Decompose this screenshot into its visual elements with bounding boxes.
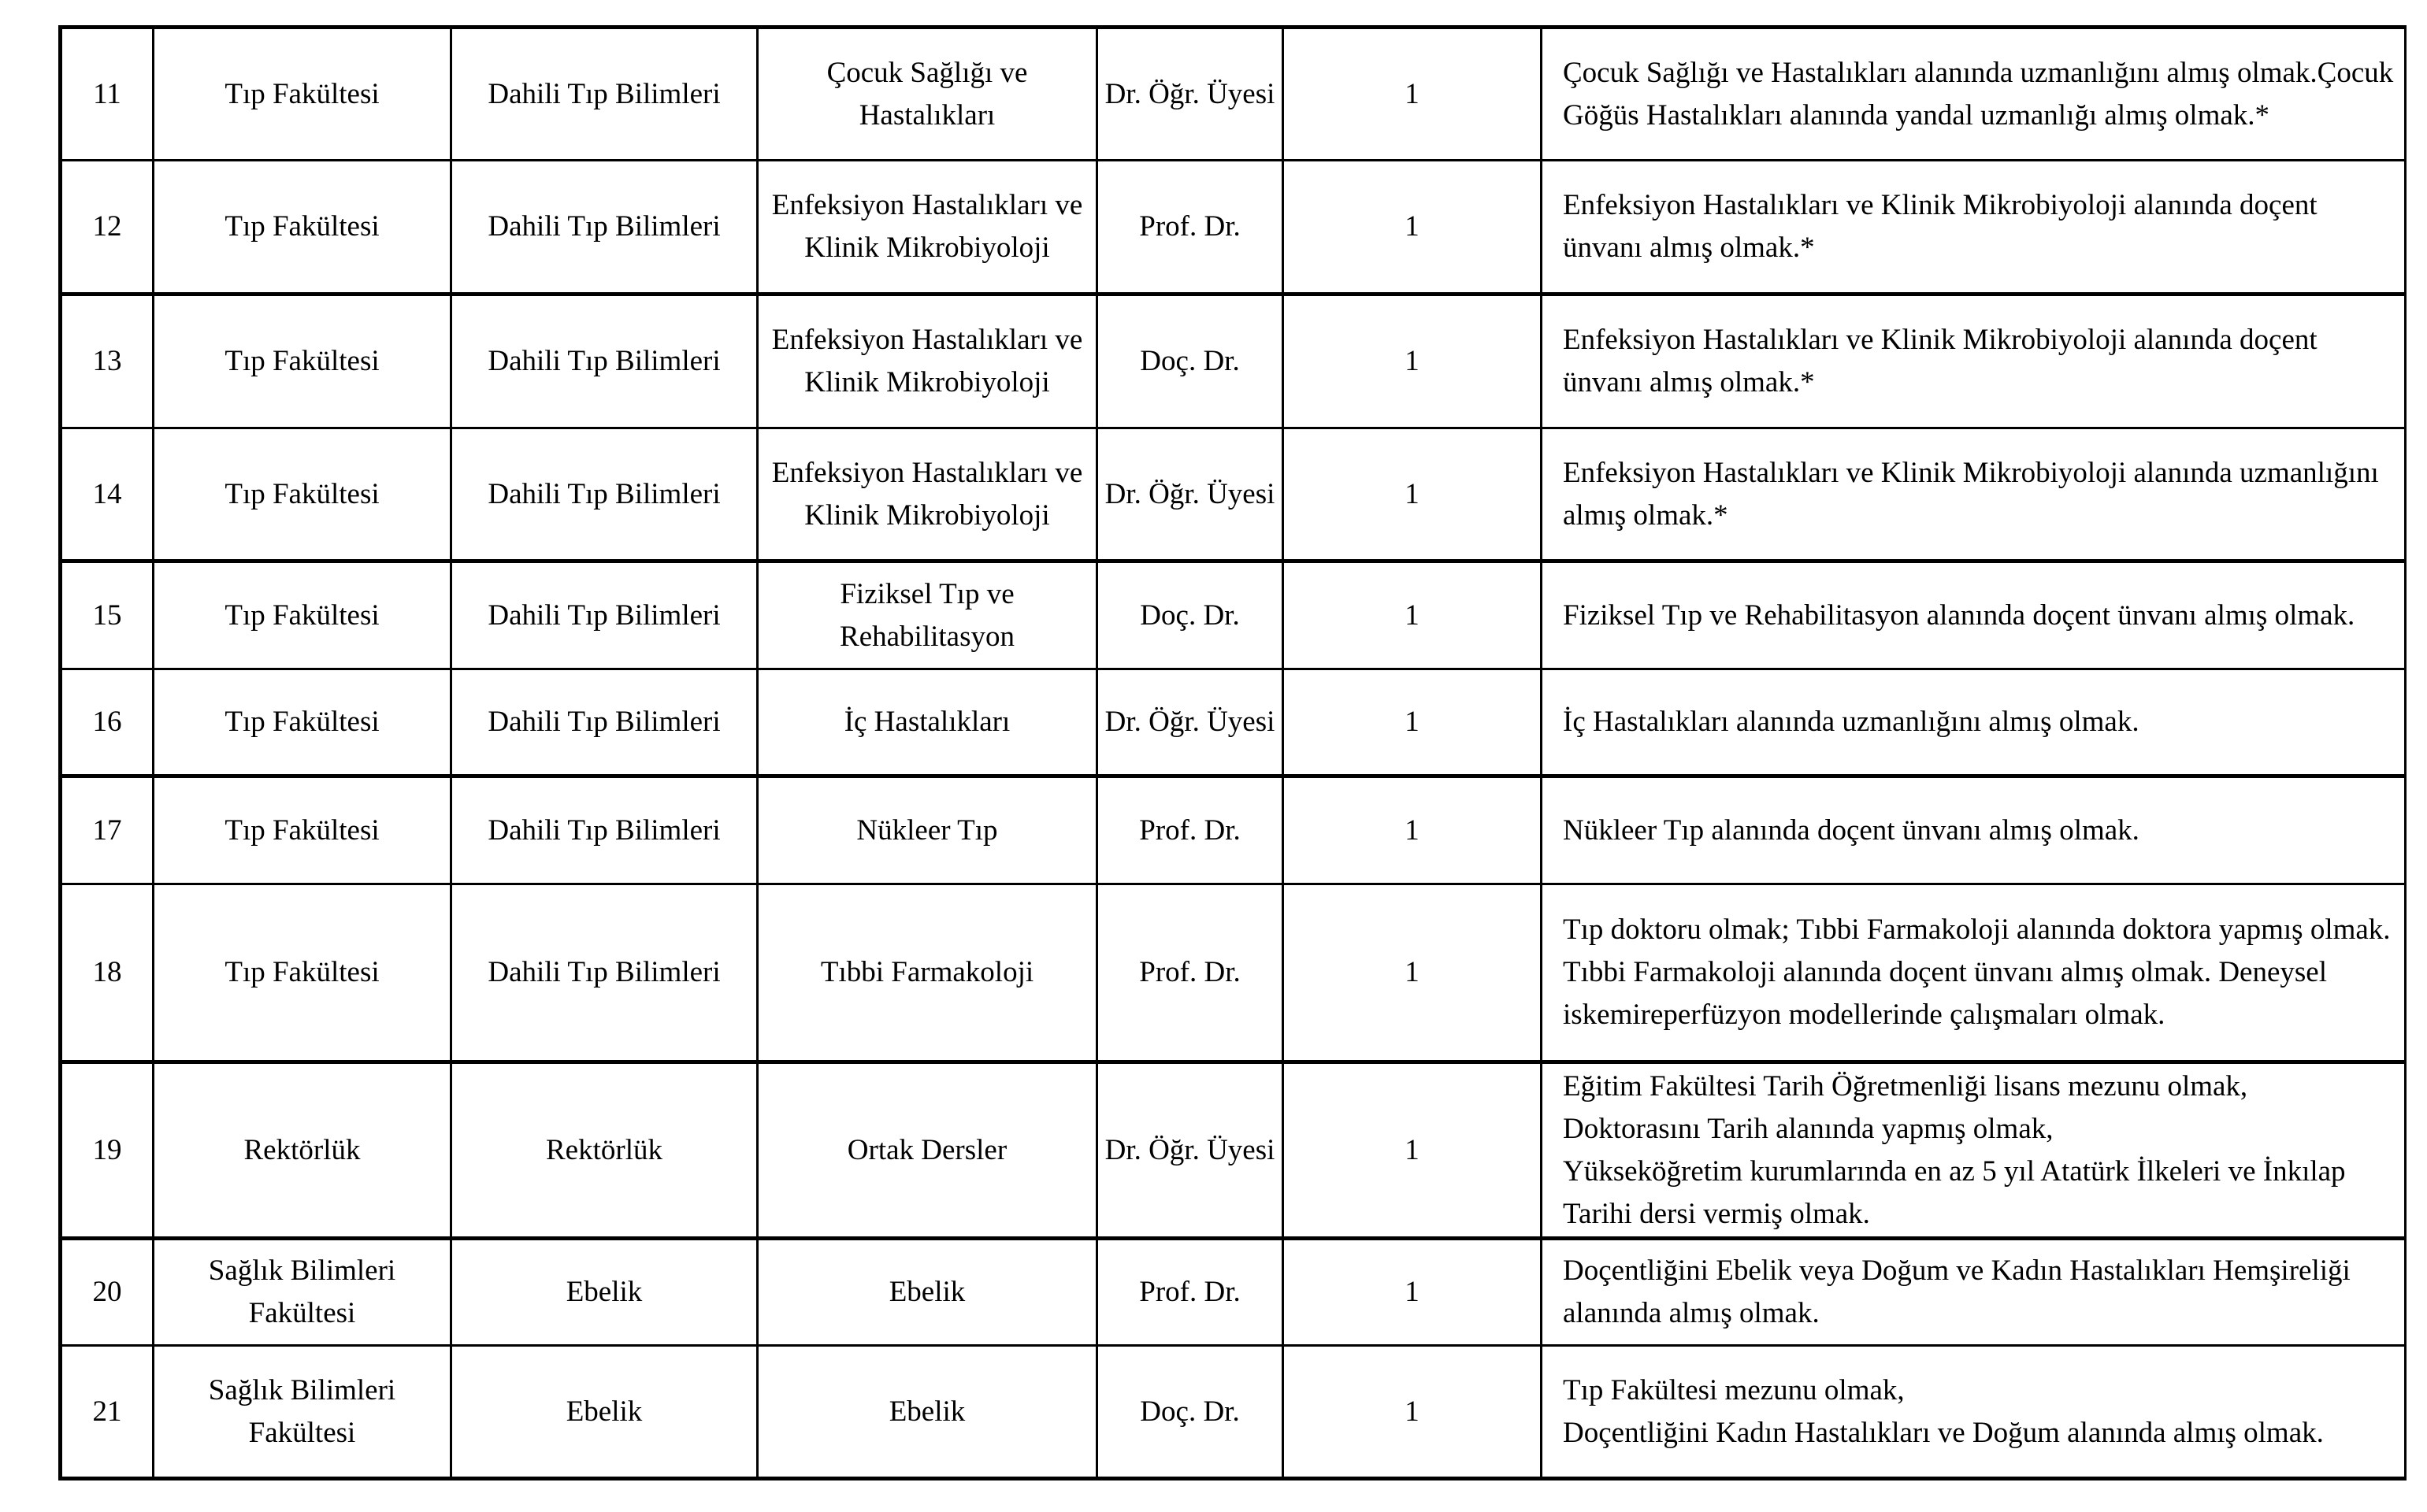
row-number-text: 17 <box>92 813 122 847</box>
position-count-cell <box>1283 1239 1542 1346</box>
position-count-text: 1 <box>1405 210 1419 243</box>
table-body <box>61 28 2406 1479</box>
division-cell <box>758 428 1097 561</box>
position-count-cell <box>1283 295 1542 428</box>
division-cell <box>758 28 1097 161</box>
row-number-cell <box>61 1346 154 1479</box>
faculty-text: Tıp Fakültesi <box>225 477 380 510</box>
requirement-line: Enfeksiyon Hastalıkları ve Klinik Mikrobiyoloji alanında doçent ünvanı almış olmak.* <box>1563 324 2318 398</box>
division-text: Ebelik <box>889 1395 966 1428</box>
faculty-text: Tıp Fakültesi <box>225 706 380 738</box>
academic-title-text: Prof. Dr. <box>1139 956 1241 988</box>
row-number-text: 18 <box>92 956 122 988</box>
department-cell <box>451 1239 758 1346</box>
requirements-cell <box>1542 161 2406 295</box>
academic-title-text: Dr. Öğr. Üyesi <box>1104 77 1275 110</box>
position-count-cell <box>1283 161 1542 295</box>
department-text: Ebelik <box>566 1276 643 1308</box>
faculty-text: Rektörlük <box>243 1133 361 1166</box>
row-number-cell <box>61 669 154 776</box>
department-cell <box>451 884 758 1062</box>
staff-position-table <box>58 25 2407 1480</box>
requirement-line: Enfeksiyon Hastalıkları ve Klinik Mikrobiyoloji alanında doçent ünvanı almış olmak.* <box>1563 189 2318 264</box>
requirement-line: Çocuk Sağlığı ve Hastalıkları alanında uzmanlığını almış olmak.Çocuk Göğüs Hastalıkları alanında yandal uzmanlığı almış olmak.* <box>1563 56 2394 132</box>
faculty-text: Sağlık Bilimleri Fakültesi <box>208 1373 396 1449</box>
position-count-text: 1 <box>1405 1276 1419 1308</box>
faculty-cell <box>154 428 451 561</box>
table-row <box>61 1346 2406 1479</box>
academic-title-cell <box>1097 28 1283 161</box>
division-cell <box>758 1346 1097 1479</box>
table-row <box>61 669 2406 776</box>
faculty-cell <box>154 776 451 884</box>
faculty-cell <box>154 561 451 669</box>
position-count-text: 1 <box>1405 1133 1419 1166</box>
academic-title-cell <box>1097 295 1283 428</box>
row-number-cell <box>61 428 154 561</box>
requirement-line: Doktorasını Tarih alanında yapmış olmak, <box>1563 1112 2054 1145</box>
requirement-line: Eğitim Fakültesi Tarih Öğretmenliği lisans mezunu olmak, <box>1563 1069 2248 1102</box>
requirement-line: Fiziksel Tıp ve Rehabilitasyon alanında doçent ünvanı almış olmak. <box>1563 598 2355 632</box>
position-count-text: 1 <box>1405 1395 1419 1428</box>
academic-title-text: Dr. Öğr. Üyesi <box>1104 1133 1275 1166</box>
department-cell <box>451 669 758 776</box>
position-count-cell <box>1283 28 1542 161</box>
row-number-cell <box>61 884 154 1062</box>
faculty-text: Tıp Fakültesi <box>225 345 380 377</box>
faculty-text: Sağlık Bilimleri Fakültesi <box>208 1254 396 1329</box>
department-cell <box>451 1346 758 1479</box>
table-row <box>61 428 2406 561</box>
academic-title-text: Doç. Dr. <box>1140 598 1240 632</box>
department-text: Dahili Tıp Bilimleri <box>488 77 721 110</box>
department-text: Rektörlük <box>546 1133 662 1166</box>
academic-title-text: Doç. Dr. <box>1140 1395 1240 1428</box>
requirements-cell <box>1542 428 2406 561</box>
department-text: Ebelik <box>566 1395 643 1428</box>
position-count-cell <box>1283 1346 1542 1479</box>
position-count-cell <box>1283 669 1542 776</box>
requirements-cell <box>1542 669 2406 776</box>
requirements-cell <box>1542 561 2406 669</box>
requirement-line: Enfeksiyon Hastalıkları ve Klinik Mikrobiyoloji alanında uzmanlığını almış olmak.* <box>1563 456 2379 532</box>
row-number-cell <box>61 295 154 428</box>
academic-title-cell <box>1097 1062 1283 1239</box>
requirement-line: Nükleer Tıp alanında doçent ünvanı almış olmak. <box>1563 813 2139 847</box>
row-number-text: 16 <box>92 706 122 738</box>
requirements-cell <box>1542 28 2406 161</box>
division-text: Enfeksiyon Hastalıkları ve Klinik Mikrobiyoloji <box>771 456 1083 532</box>
position-count-cell <box>1283 561 1542 669</box>
division-text: Ebelik <box>889 1276 966 1308</box>
row-number-text: 21 <box>92 1395 122 1428</box>
position-count-cell <box>1283 776 1542 884</box>
faculty-cell <box>154 669 451 776</box>
table-row <box>61 884 2406 1062</box>
row-number-text: 15 <box>92 598 122 632</box>
table-row <box>61 295 2406 428</box>
row-number-cell <box>61 28 154 161</box>
position-count-text: 1 <box>1405 77 1419 110</box>
row-number-cell <box>61 1239 154 1346</box>
position-count-text: 1 <box>1405 345 1419 377</box>
table-row <box>61 1239 2406 1346</box>
department-text: Dahili Tıp Bilimleri <box>488 706 721 738</box>
faculty-text: Tıp Fakültesi <box>225 956 380 988</box>
department-cell <box>451 776 758 884</box>
table-row <box>61 561 2406 669</box>
division-cell <box>758 884 1097 1062</box>
division-cell <box>758 561 1097 669</box>
requirement-line: Doçentliğini Ebelik veya Doğum ve Kadın Hastalıkları Hemşireliği alanında almış olmak. <box>1563 1254 2351 1329</box>
academic-title-cell <box>1097 161 1283 295</box>
division-text: Nükleer Tıp <box>856 813 998 847</box>
department-text: Dahili Tıp Bilimleri <box>488 956 721 988</box>
academic-title-cell <box>1097 669 1283 776</box>
academic-title-cell <box>1097 776 1283 884</box>
division-text: İç Hastalıkları <box>844 706 1011 738</box>
academic-title-cell <box>1097 1239 1283 1346</box>
requirement-line: Tıp doktoru olmak; Tıbbi Farmakoloji alanında doktora yapmış olmak. Tıbbi Farmakoloji alanında doçent ünvanı almış olmak. Deneysel iskemireperfüzyon modellerinde çalışmaları olmak. <box>1563 914 2391 1031</box>
academic-title-text: Prof. Dr. <box>1139 1276 1241 1308</box>
row-number-cell <box>61 161 154 295</box>
faculty-text: Tıp Fakültesi <box>225 77 380 110</box>
faculty-text: Tıp Fakültesi <box>225 210 380 243</box>
row-number-cell <box>61 776 154 884</box>
academic-title-cell <box>1097 428 1283 561</box>
division-cell <box>758 161 1097 295</box>
department-cell <box>451 161 758 295</box>
requirements-cell <box>1542 884 2406 1062</box>
faculty-cell <box>154 1239 451 1346</box>
requirements-cell <box>1542 295 2406 428</box>
row-number-text: 14 <box>92 477 122 510</box>
row-number-text: 20 <box>92 1276 122 1308</box>
faculty-cell <box>154 884 451 1062</box>
academic-title-text: Doç. Dr. <box>1140 345 1240 377</box>
division-text: Fiziksel Tıp ve Rehabilitasyon <box>840 577 1015 653</box>
division-text: Tıbbi Farmakoloji <box>820 956 1034 988</box>
department-text: Dahili Tıp Bilimleri <box>488 813 721 847</box>
requirement-line: Doçentliğini Kadın Hastalıkları ve Doğum alanında almış olmak. <box>1563 1416 2324 1449</box>
position-count-text: 1 <box>1405 598 1419 632</box>
division-cell <box>758 776 1097 884</box>
requirement-line: Yükseköğretim kurumlarında en az 5 yıl Atatürk İlkeleri ve İnkılap Tarihi dersi vermiş olmak. <box>1563 1154 2346 1230</box>
requirement-line: Tıp Fakültesi mezunu olmak, <box>1563 1373 1905 1406</box>
position-count-text: 1 <box>1405 706 1419 738</box>
faculty-cell <box>154 28 451 161</box>
division-cell <box>758 669 1097 776</box>
division-text: Çocuk Sağlığı ve Hastalıkları <box>826 56 1028 132</box>
requirements-cell <box>1542 1346 2406 1479</box>
requirements-cell <box>1542 1239 2406 1346</box>
academic-title-cell <box>1097 1346 1283 1479</box>
row-number-cell <box>61 561 154 669</box>
department-text: Dahili Tıp Bilimleri <box>488 477 721 510</box>
table-row <box>61 28 2406 161</box>
academic-title-text: Prof. Dr. <box>1139 813 1241 847</box>
academic-title-text: Dr. Öğr. Üyesi <box>1104 706 1275 738</box>
position-count-text: 1 <box>1405 956 1419 988</box>
academic-title-text: Prof. Dr. <box>1139 210 1241 243</box>
row-number-text: 19 <box>92 1133 122 1166</box>
position-count-text: 1 <box>1405 813 1419 847</box>
department-cell <box>451 1062 758 1239</box>
academic-title-cell <box>1097 884 1283 1062</box>
faculty-cell <box>154 1062 451 1239</box>
department-text: Dahili Tıp Bilimleri <box>488 598 721 632</box>
department-text: Dahili Tıp Bilimleri <box>488 345 721 377</box>
row-number-text: 11 <box>93 77 121 110</box>
requirements-cell <box>1542 1062 2406 1239</box>
division-cell <box>758 295 1097 428</box>
division-cell <box>758 1239 1097 1346</box>
department-cell <box>451 561 758 669</box>
position-count-cell <box>1283 1062 1542 1239</box>
division-text: Enfeksiyon Hastalıkları ve Klinik Mikrobiyoloji <box>771 324 1083 398</box>
academic-title-cell <box>1097 561 1283 669</box>
department-text: Dahili Tıp Bilimleri <box>488 210 721 243</box>
division-text: Ortak Dersler <box>847 1133 1008 1166</box>
position-count-cell <box>1283 428 1542 561</box>
faculty-cell <box>154 1346 451 1479</box>
department-cell <box>451 28 758 161</box>
table-row <box>61 776 2406 884</box>
table-row <box>61 161 2406 295</box>
row-number-text: 12 <box>92 210 122 243</box>
faculty-text: Tıp Fakültesi <box>225 598 380 632</box>
faculty-cell <box>154 161 451 295</box>
position-count-cell <box>1283 884 1542 1062</box>
division-cell <box>758 1062 1097 1239</box>
table-row <box>61 1062 2406 1239</box>
faculty-cell <box>154 295 451 428</box>
department-cell <box>451 295 758 428</box>
requirements-cell <box>1542 776 2406 884</box>
position-count-text: 1 <box>1405 477 1419 510</box>
division-text: Enfeksiyon Hastalıkları ve Klinik Mikrobiyoloji <box>771 189 1083 264</box>
row-number-cell <box>61 1062 154 1239</box>
department-cell <box>451 428 758 561</box>
requirement-line: İç Hastalıkları alanında uzmanlığını almış olmak. <box>1563 706 2139 738</box>
academic-title-text: Dr. Öğr. Üyesi <box>1104 477 1275 510</box>
row-number-text: 13 <box>92 345 122 377</box>
faculty-text: Tıp Fakültesi <box>225 813 380 847</box>
